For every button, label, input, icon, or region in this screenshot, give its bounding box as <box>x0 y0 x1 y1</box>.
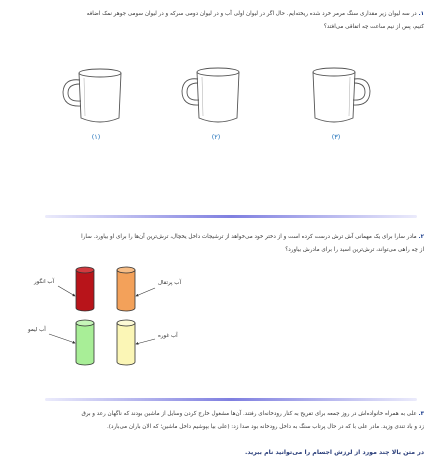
cylinder-orange <box>117 267 135 311</box>
mug-2-caption: (۲) <box>211 133 221 141</box>
cylinder-lemon <box>76 320 94 365</box>
cylinder-grape <box>76 267 94 311</box>
question-3-final-prompt: در متن بالا چند مورد از لرزش اجسام را می‌توانید نام ببرید. <box>245 449 424 456</box>
arrow-grape <box>58 286 75 296</box>
question-3-line-1: ۳. علی به همراه خانواده‌اش در روز جمعه برای تفریح به کنار رودخانه‌ای رفتند. آن‌ها مشغول خارج کردن وسایل از ماشین بودند که ناگهان رعد و برق <box>81 411 424 417</box>
cylinder-sour-grape <box>117 320 135 365</box>
mug-3-caption: (۳) <box>331 133 341 141</box>
question-2-number: ۲. <box>418 234 424 240</box>
arrow-lemon <box>49 334 75 343</box>
arrow-orange <box>136 288 155 296</box>
question-3-text <box>10 408 424 434</box>
question-3-line-2: زد و باد تندی وزید. مادر علی با که در حال پرتاب سنگ به داخل رودخانه بود صدا زد: (علی بیا بپوشیم داخل ماشین؛ که الان باران می‌بارد). <box>107 424 424 430</box>
question-3-number: ۳. <box>418 411 424 417</box>
arrow-sour-grape <box>136 339 155 344</box>
label-grape: آب انگور <box>34 279 55 285</box>
label-orange: آب پرتقال <box>158 280 182 286</box>
label-lemon: آب لیمو <box>28 327 46 333</box>
label-sour-grape: آب غوره <box>158 333 178 339</box>
question-2-line-2: از چه راهی می‌تواند، ترش‌ترین اسید را برای مادرش بیاورد؟ <box>285 247 424 253</box>
question-2-line-1: ۲. مادر سارا برای یک مهمانی آش ترش درست کرده است و از دختر خود می‌خواهد از ترشیجات داخل یخچال، ترش‌ترین آن‌ها را برای او بیاورد. سارا <box>81 234 424 240</box>
section-divider-2 <box>45 398 417 401</box>
mug-1-caption: (۱) <box>91 133 101 141</box>
question-1-line-2: کنیم، پس از نیم ساعت چه اتفاقی می‌افتد؟ <box>323 24 424 30</box>
question-1-number: ۱. <box>418 11 424 17</box>
question-1-line-1: ۱. در سه لیوان زیر مقداری سنگ مرمر خرد شده ریخته‌ایم. حال اگر در لیوان اولی آب و در لیوان دومی سرکه و در لیوان سومی جوهر نمک اضافه <box>86 11 424 17</box>
